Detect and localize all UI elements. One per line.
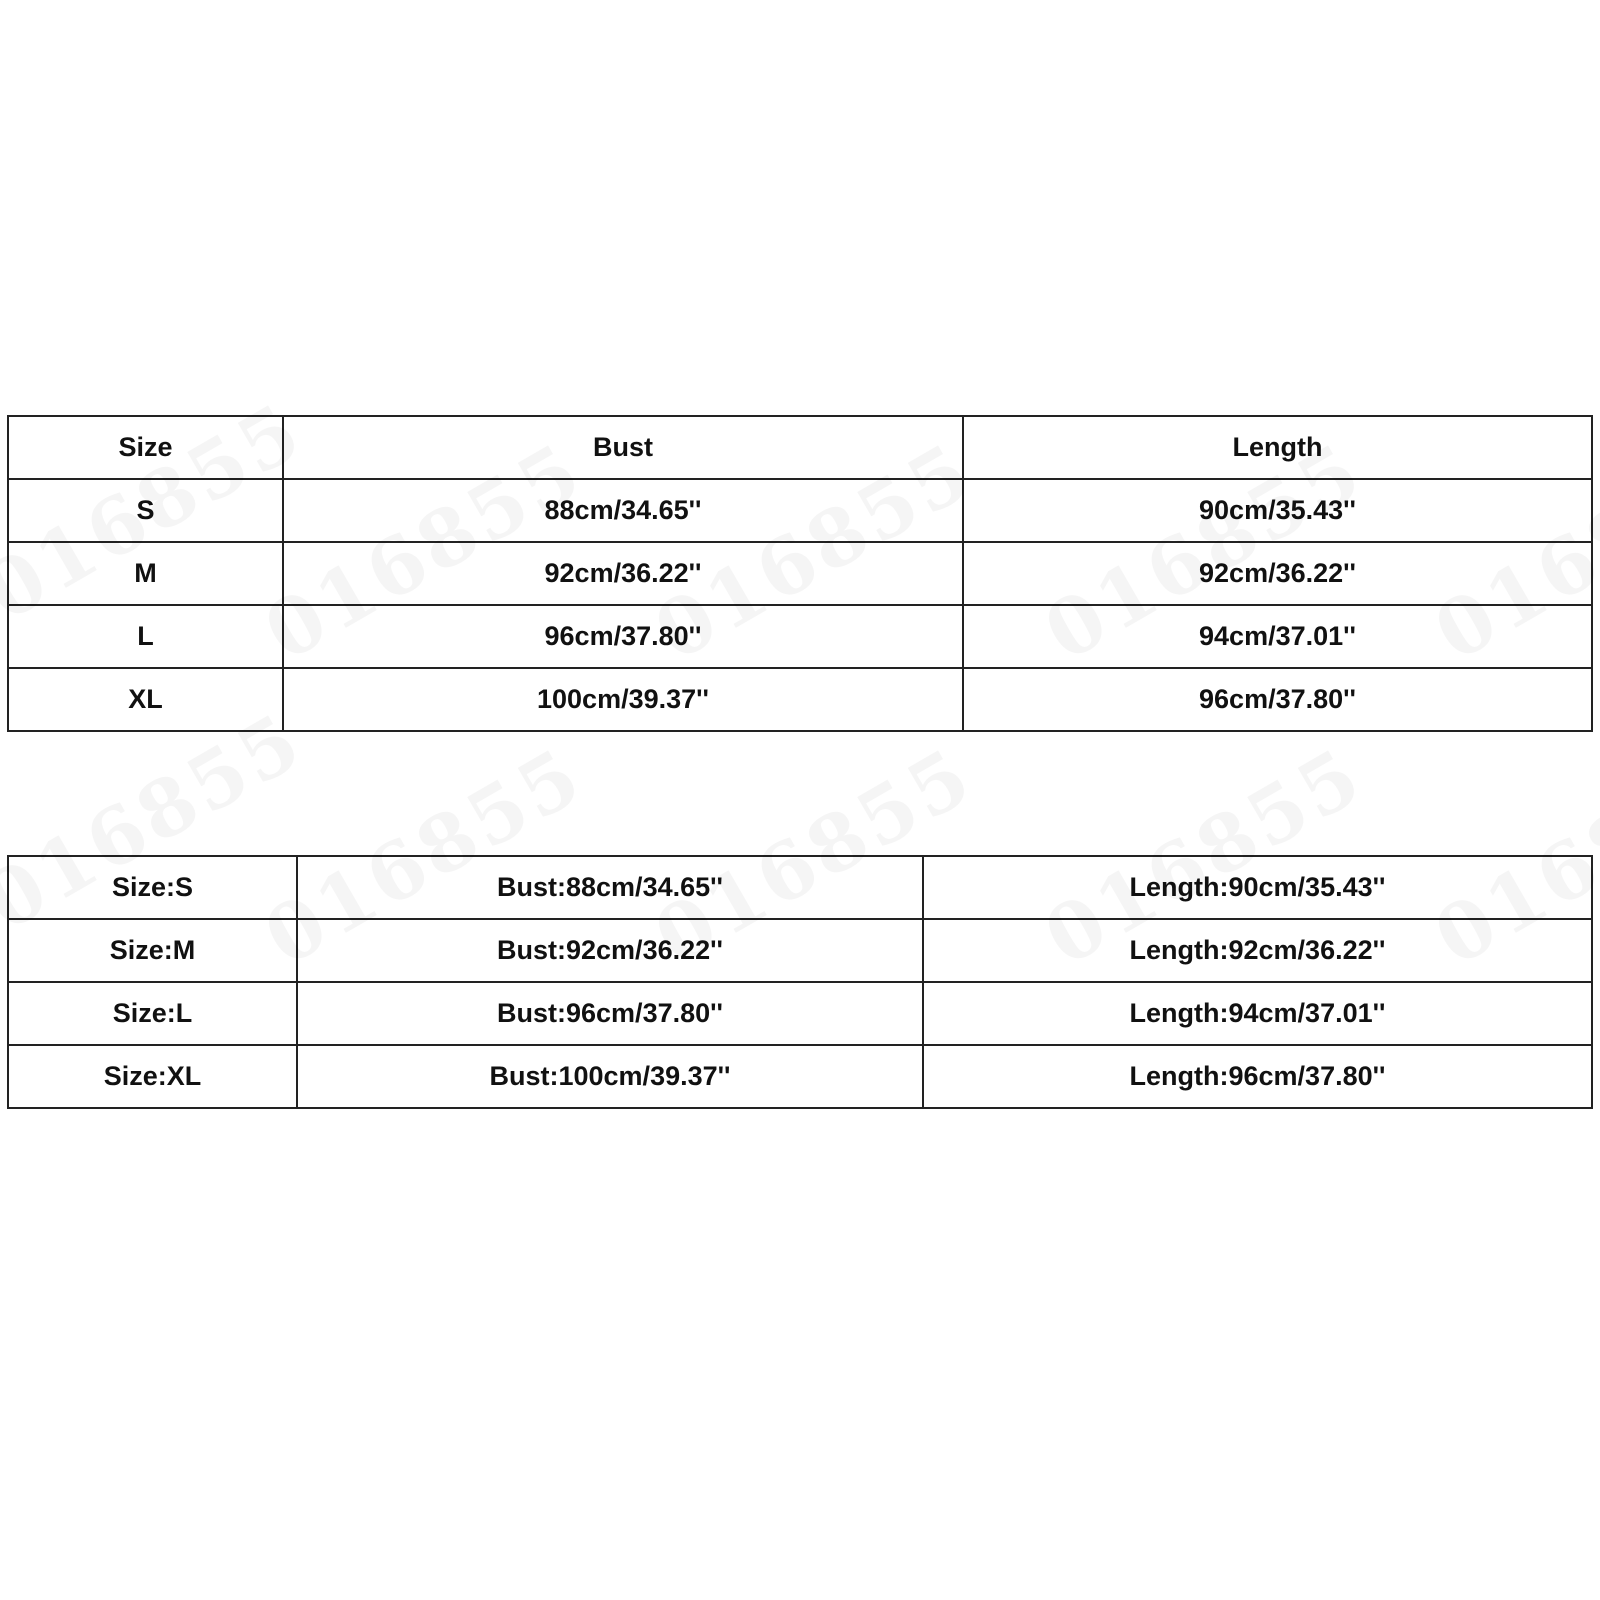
table-row [8, 668, 1592, 731]
cell-length: Length:92cm/36.22'' [923, 919, 1592, 982]
table-row [8, 479, 1592, 542]
cell-size: L [8, 605, 283, 668]
table-header-row [8, 416, 1592, 479]
cell-bust: 88cm/34.65'' [283, 479, 963, 542]
table-row [8, 856, 1592, 919]
table-row [8, 542, 1592, 605]
cell-bust: Bust:92cm/36.22'' [297, 919, 923, 982]
cell-length: 96cm/37.80'' [963, 668, 1592, 731]
cell-size: Size:M [8, 919, 297, 982]
cell-size: S [8, 479, 283, 542]
cell-bust: 92cm/36.22'' [283, 542, 963, 605]
cell-length: Length:96cm/37.80'' [923, 1045, 1592, 1108]
cell-size: Size:L [8, 982, 297, 1045]
table-row [8, 605, 1592, 668]
cell-length: Length:94cm/37.01'' [923, 982, 1592, 1045]
table-row [8, 1045, 1592, 1108]
cell-length: 92cm/36.22'' [963, 542, 1592, 605]
size-chart-table-header-style [7, 415, 1593, 732]
header-size: Size [8, 416, 283, 479]
table-row [8, 982, 1592, 1045]
cell-bust: Bust:88cm/34.65'' [297, 856, 923, 919]
header-length: Length [963, 416, 1592, 479]
cell-bust: Bust:96cm/37.80'' [297, 982, 923, 1045]
cell-bust: 100cm/39.37'' [283, 668, 963, 731]
cell-bust: 96cm/37.80'' [283, 605, 963, 668]
cell-size: Size:XL [8, 1045, 297, 1108]
cell-length: Length:90cm/35.43'' [923, 856, 1592, 919]
cell-length: 90cm/35.43'' [963, 479, 1592, 542]
cell-size: Size:S [8, 856, 297, 919]
table-row [8, 919, 1592, 982]
cell-length: 94cm/37.01'' [963, 605, 1592, 668]
size-chart-table-labeled-style [7, 855, 1593, 1109]
header-bust: Bust [283, 416, 963, 479]
cell-bust: Bust:100cm/39.37'' [297, 1045, 923, 1108]
cell-size: XL [8, 668, 283, 731]
cell-size: M [8, 542, 283, 605]
